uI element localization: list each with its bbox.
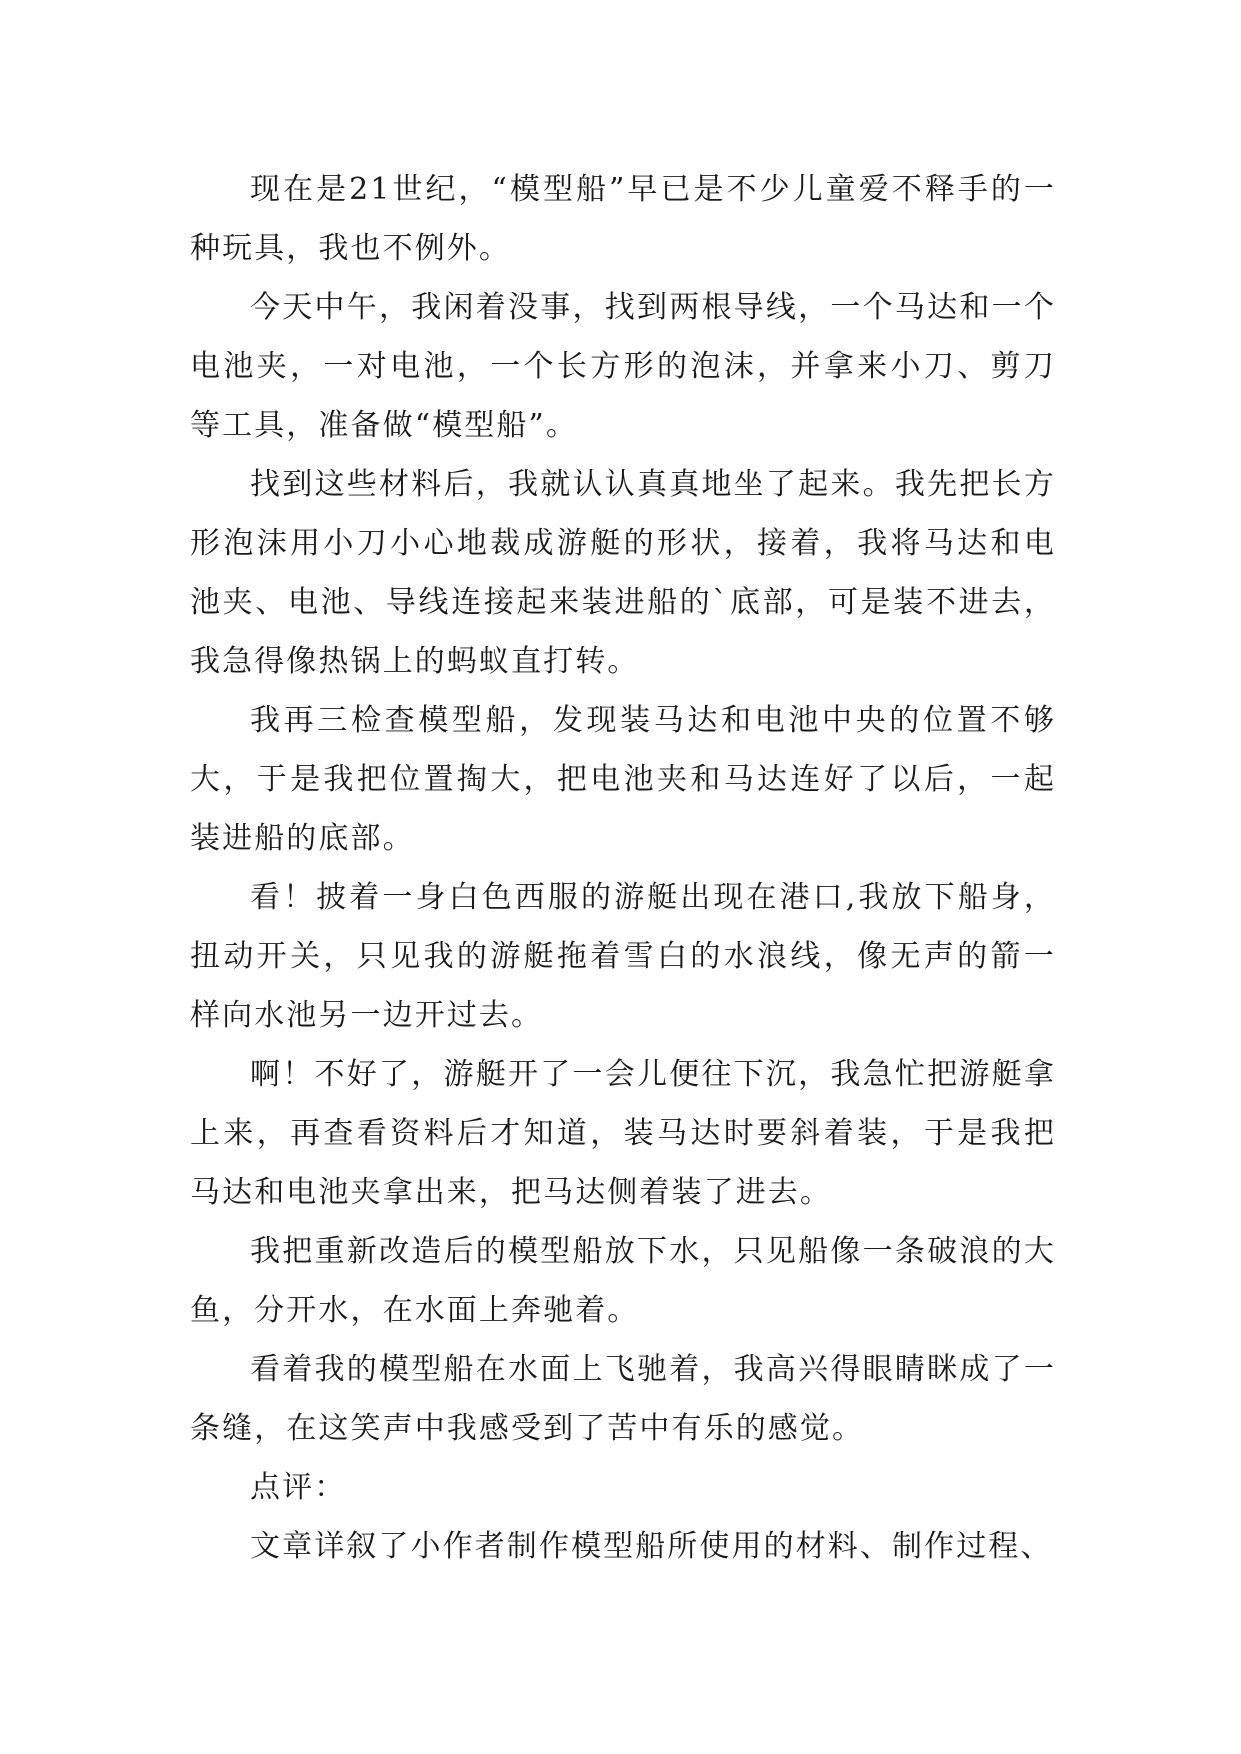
paragraph-assembly: 找到这些材料后，我就认认真真地坐了起来。我先把长方形泡沫用小刀小心地裁成游艇的形状，接着，我将马达和电池夹、电池、导线连接起来装进船的`底部，可是装不进去，我急得像热锅上的蚂蚁直打转。	[190, 467, 1056, 679]
document-page	[190, 160, 1056, 1576]
paragraph-launch: 看！披着一身白色西服的游艇出现在港口,我放下船身，扭动开关，只见我的游艇拖着雪白的水浪线，像无声的箭一样向水池另一边开过去。	[190, 880, 1056, 1033]
paragraph-fix: 我再三检查模型船，发现装马达和电池中央的位置不够大，于是我把位置掏大，把电池夹和马达连好了以后，一起装进船的底部。	[190, 703, 1056, 856]
paragraph-materials: 今天中午，我闲着没事，找到两根导线，一个马达和一个电池夹，一对电池，一个长方形的泡沫，并拿来小刀、剪刀等工具，准备做“模型船”。	[190, 290, 1056, 443]
paragraph-relaunch: 我把重新改造后的模型船放下水，只见船像一条破浪的大鱼，分开水，在水面上奔驰着。	[190, 1234, 1056, 1328]
paragraph-sinking: 啊！不好了，游艇开了一会儿便往下沉，我急忙把游艇拿上来，再查看资料后才知道，装马达时要斜着装，于是我把马达和电池夹拿出来，把马达侧着装了进去。	[190, 1057, 1056, 1210]
paragraph-intro: 现在是21世纪，“模型船”早已是不少儿童爱不释手的一种玩具，我也不例外。	[190, 172, 1056, 266]
comment-text: 文章详叙了小作者制作模型船所使用的材料、制作过程、	[250, 1529, 1053, 1564]
comment-heading: 点评：	[250, 1470, 347, 1505]
paragraph-conclusion: 看着我的模型船在水面上飞驰着，我高兴得眼睛眯成了一条缝，在这笑声中我感受到了苦中有乐的感觉。	[190, 1352, 1056, 1446]
